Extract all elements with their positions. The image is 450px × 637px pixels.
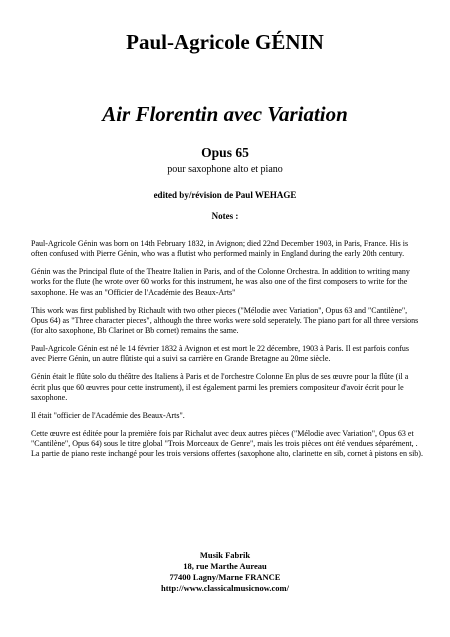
notes-heading: Notes : [211, 211, 239, 221]
editor-credit: edited by/révision de Paul WEHAGE [153, 190, 297, 200]
note-paragraph: Génin était le flûte solo du théâtre des Italiens à Paris et de l'orchestre Colonne En plus de ses œuvre pour la flûte (il a écrit plus que 60 œuvres pour cette instrument), il est également parmi les premiers compositeur d'avoir écrit pour le saxophone. [31, 372, 409, 402]
publisher-city: 77400 Lagny/Marne FRANCE [169, 572, 281, 582]
work-title: Air Florentin avec Variation [102, 102, 348, 126]
note-paragraph: Paul-Agricole Génin est né le 14 février 1832 à Avignon et est mort le 22 décembre, 1903 à Paris. Il est parfois confus avec Pierre Génin, un autre flûtiste qui a suivi sa carrière en Grande Bretagne au 20me siècle. [31, 344, 409, 364]
note-paragraph: Cette œuvre est éditée pour la première fois par Richalut avec deux autres pièces ("Mélodie avec Variation", Opus 63 et "Cantilène", Opus 64) sous le titre global "Trois Morceaux de Genre", mais les trois pièces ont été vendues séparément, . La partie de piano reste inchangé pour les trois versions offertes (saxophone alto, clarinette en sib, cornet à pistons en sib). [31, 428, 423, 459]
note-paragraph: This work was first published by Richault with two other pieces ("Mélodie avec Variation", Opus 63 and "Cantilène", Opus 64) as "Three character pieces", although the three works were sold seperately. The piano part for all three versions (for alto saxophone, Bb Clarinet or Bb cornet) remains the same. [31, 305, 419, 336]
instrumentation: pour saxophone alto et piano [167, 164, 283, 175]
publisher-name: Musik Fabrik [199, 550, 251, 560]
note-paragraph: Il était "officier de l'Académie des Beaux-Arts". [31, 410, 185, 420]
notes-body [31, 239, 423, 467]
note-paragraph: Génin was the Principal flute of the Theatre Italien in Paris, and of the Colonne Orchestra. In addition to writing many works for the flute (he wrote over 60 works for this instrument, he was also one of the first composers to write for the saxophone. He was an "Officier de l'Académie des Beaux-Arts" [31, 267, 410, 297]
publisher-block [0, 550, 450, 594]
composer-name: Paul-Agricole GÉNIN [126, 30, 324, 54]
publisher-url[interactable]: http://www.classicalmusicnow.com/ [161, 583, 289, 593]
note-paragraph: Paul-Agricole Génin was born on 14th February 1832, in Avignon; died 22nd December 1903, in Paris, France. His is often confused with Pierre Génin, who was a flutist who performed mainly in England during the early 20th century. [31, 239, 409, 259]
publisher-street: 18, rue Marthe Aureau [183, 561, 267, 571]
opus-number: Opus 65 [201, 145, 249, 160]
